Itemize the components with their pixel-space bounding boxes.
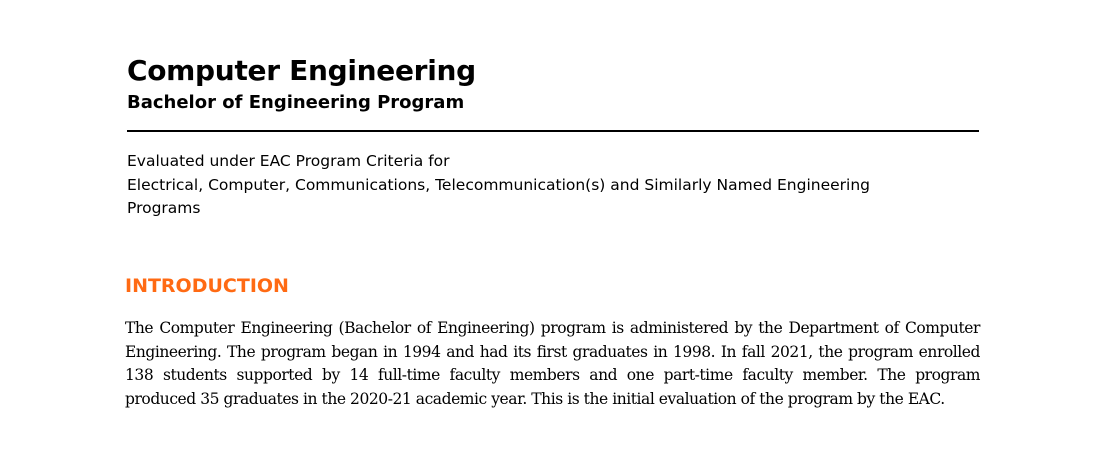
program-title: Computer Engineering <box>127 54 476 87</box>
evaluation-criteria <box>127 150 979 221</box>
introduction-heading: INTRODUCTION <box>125 275 289 297</box>
program-subtitle: Bachelor of Engineering Program <box>127 92 465 113</box>
document-page <box>125 52 980 408</box>
criteria-line-1: Evaluated under EAC Program Criteria for <box>127 152 450 170</box>
criteria-line-2: Electrical, Computer, Communications, Telecommunication(s) and Similarly Named Engineering <box>127 175 870 194</box>
introduction-paragraph: The Computer Engineering (Bachelor of Engineering) program is administered by the Department of Computer Engineering. The program began in 1994 and had its first graduates in 1998. In fall 2021, the program enrolled 138 students supported by 14 full-time faculty members and one part-time faculty member. The program produced 35 graduates in the 2020-21 academic year. This is the initial evaluation of the program by the EAC. <box>125 319 980 408</box>
criteria-line-3: Programs <box>127 199 201 217</box>
title-divider <box>127 130 979 132</box>
